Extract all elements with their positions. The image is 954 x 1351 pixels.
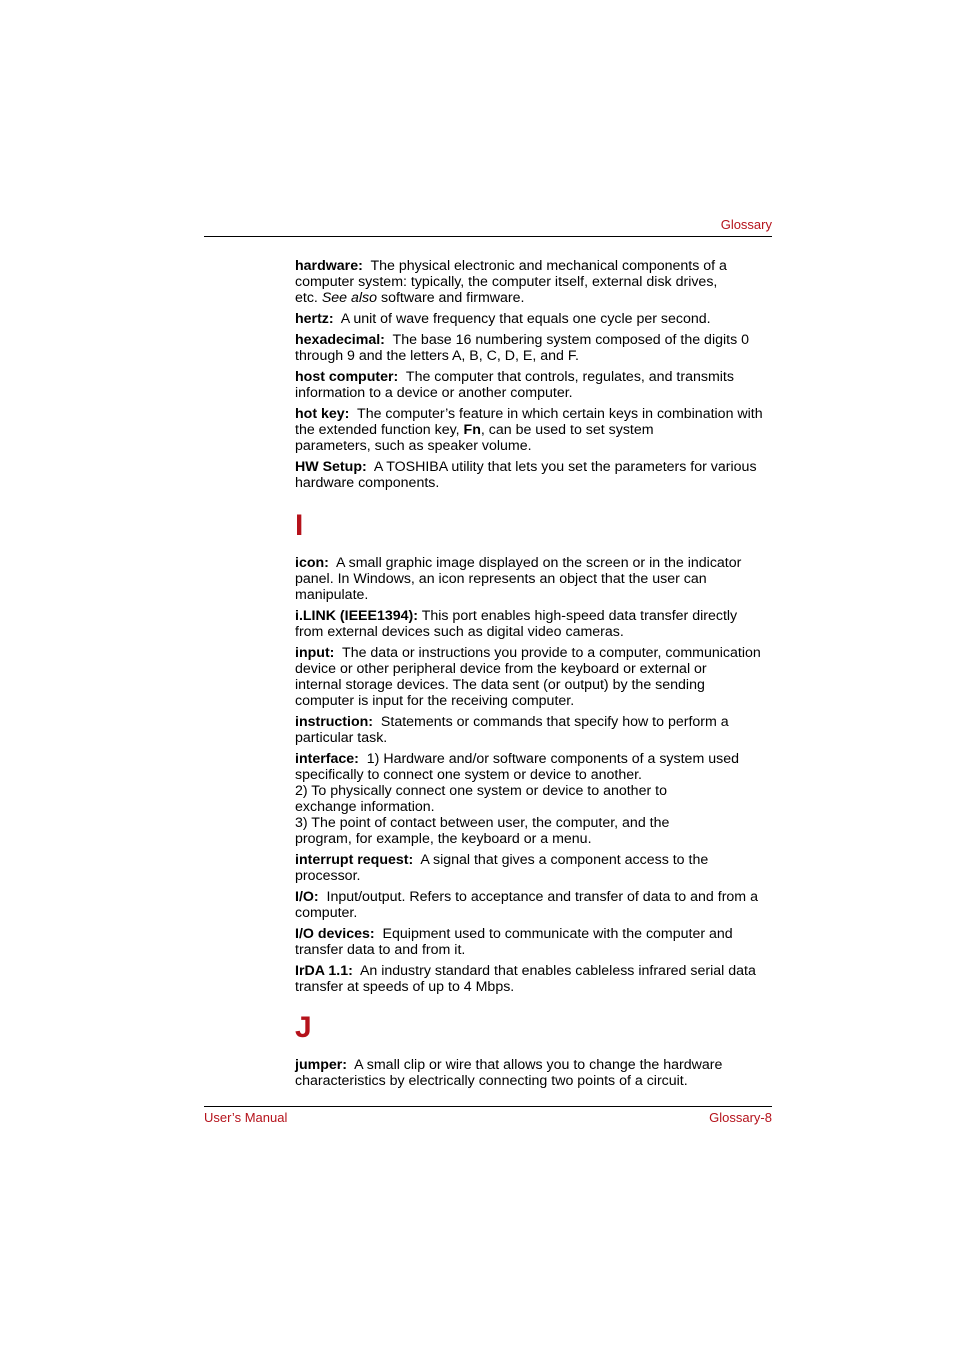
glossary-entry-hot-key xyxy=(295,406,775,454)
entry-text: parameters, such as speaker volume. xyxy=(295,438,532,454)
entry-see-also: See also xyxy=(321,290,378,306)
entry-text: internal storage devices. The data sent (or output) by the sending xyxy=(295,677,705,693)
entry-term: hot key: xyxy=(295,406,350,422)
glossary-entry-hexadecimal xyxy=(295,332,775,364)
entry-text: computer is input for the receiving computer. xyxy=(295,693,575,709)
footer-page-number: Glossary-8 xyxy=(709,1110,772,1125)
entry-text: The base 16 numbering system composed of the digits 0 xyxy=(392,332,750,348)
entry-text: A signal that gives a component access to the xyxy=(420,852,709,868)
entry-text-line xyxy=(295,422,775,438)
entry-term: i.LINK (IEEE1394): xyxy=(295,608,418,624)
entry-term: input: xyxy=(295,645,335,661)
entry-text: exchange information. xyxy=(295,799,435,815)
entry-text: A TOSHIBA utility that lets you set the parameters for various xyxy=(373,459,757,475)
section-heading-i: I xyxy=(295,509,304,542)
entry-term: interface: xyxy=(295,751,359,767)
entry-term: I/O devices: xyxy=(295,926,375,942)
section-heading-j: J xyxy=(295,1011,312,1044)
entry-text: the extended function key, xyxy=(295,422,464,438)
entry-term: I/O: xyxy=(295,889,319,905)
entry-text: 2) To physically connect one system or device to another to xyxy=(295,783,667,799)
entry-term: hexadecimal: xyxy=(295,332,385,348)
entry-text: through 9 and the letters A, B, C, D, E, and F. xyxy=(295,348,579,364)
entry-key-fn: Fn xyxy=(463,422,481,438)
entry-term: icon: xyxy=(295,555,329,571)
entry-text: hardware components. xyxy=(295,475,440,491)
entry-text: manipulate. xyxy=(295,587,369,603)
entry-text: transfer at speeds of up to 4 Mbps. xyxy=(295,979,515,995)
footer-divider xyxy=(204,1106,772,1107)
glossary-entry-instruction xyxy=(295,714,775,746)
entry-term: hardware: xyxy=(295,258,363,274)
entry-text: The physical electronic and mechanical components of a xyxy=(370,258,727,274)
entry-text: device or other peripheral device from the keyboard or external or xyxy=(295,661,707,677)
glossary-content xyxy=(295,258,775,1094)
entry-term: HW Setup: xyxy=(295,459,367,475)
glossary-entry-irda xyxy=(295,963,775,995)
entry-text: from external devices such as digital video cameras. xyxy=(295,624,624,640)
entry-text: 1) Hardware and/or software components of a system used xyxy=(366,751,739,767)
entry-text: This port enables high-speed data transfer directly xyxy=(421,608,738,624)
entry-text: A small graphic image displayed on the screen or in the indicator xyxy=(336,555,742,571)
entry-text: The computer’s feature in which certain keys in combination with xyxy=(357,406,763,422)
entry-text: etc. xyxy=(295,290,322,306)
entry-term: hertz: xyxy=(295,311,334,327)
entry-text: A unit of wave frequency that equals one cycle per second. xyxy=(340,311,711,327)
glossary-entry-interface xyxy=(295,751,775,847)
glossary-entry-input xyxy=(295,645,775,709)
entry-term: interrupt request: xyxy=(295,852,414,868)
entry-text: program, for example, the keyboard or a menu. xyxy=(295,831,592,847)
entry-text: software and firmware. xyxy=(377,290,525,306)
entry-text: An industry standard that enables cableless infrared serial data xyxy=(359,963,756,979)
entry-text: particular task. xyxy=(295,730,388,746)
entry-text-line xyxy=(295,290,775,306)
entry-text: 3) The point of contact between user, the computer, and the xyxy=(295,815,670,831)
entry-text: Equipment used to communicate with the computer and xyxy=(382,926,733,942)
glossary-entry-ilink xyxy=(295,608,775,640)
glossary-entry-io xyxy=(295,889,775,921)
glossary-entry-interrupt-request xyxy=(295,852,775,884)
entry-term: host computer: xyxy=(295,369,399,385)
glossary-entry-hardware xyxy=(295,258,775,306)
glossary-entry-jumper xyxy=(295,1057,775,1089)
entry-text: , can be used to set system xyxy=(480,422,654,438)
entry-term: instruction: xyxy=(295,714,374,730)
entry-text: information to a device or another computer. xyxy=(295,385,573,401)
entry-text: panel. In Windows, an icon represents an object that the user can xyxy=(295,571,707,587)
glossary-entry-io-devices xyxy=(295,926,775,958)
entry-text: Statements or commands that specify how to perform a xyxy=(380,714,729,730)
entry-term: IrDA 1.1: xyxy=(295,963,353,979)
glossary-entry-host-computer xyxy=(295,369,775,401)
entry-text: The computer that controls, regulates, and transmits xyxy=(405,369,734,385)
glossary-entry-icon xyxy=(295,555,775,603)
glossary-entry-hertz xyxy=(295,311,775,327)
entry-text: computer. xyxy=(295,905,358,921)
footer-manual-title: User’s Manual xyxy=(204,1110,288,1125)
entry-text: Input/output. Refers to acceptance and transfer of data to and from a xyxy=(326,889,758,905)
entry-text: processor. xyxy=(295,868,361,884)
header-divider xyxy=(204,236,772,237)
glossary-entry-hw-setup xyxy=(295,459,775,491)
entry-text: specifically to connect one system or device to another. xyxy=(295,767,642,783)
entry-text: A small clip or wire that allows you to change the hardware xyxy=(354,1057,723,1073)
entry-text: The data or instructions you provide to a computer, communication xyxy=(342,645,761,661)
entry-term: jumper: xyxy=(295,1057,348,1073)
running-header-title: Glossary xyxy=(720,217,772,232)
entry-text: computer system: typically, the computer itself, external disk drives, xyxy=(295,274,718,290)
entry-text: characteristics by electrically connecting two points of a circuit. xyxy=(295,1073,688,1089)
entry-text: transfer data to and from it. xyxy=(295,942,466,958)
